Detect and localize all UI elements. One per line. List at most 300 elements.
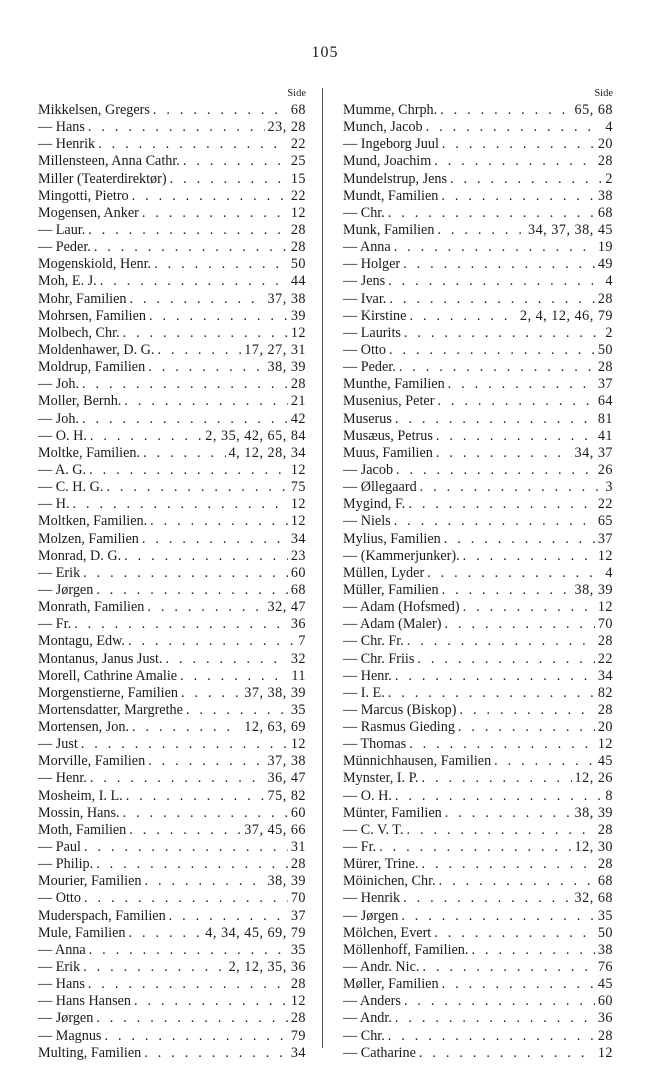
dot-leader <box>154 256 288 273</box>
dot-leader <box>388 685 595 702</box>
entry-pages: 28 <box>597 359 613 376</box>
entry-name: — Ivar. <box>343 290 387 307</box>
entry-name: Mölchen, Evert <box>343 924 432 941</box>
entry-pages: 28 <box>290 1010 306 1027</box>
entry-name: — Chr. <box>343 1027 385 1044</box>
entry-name: Mortensdatter, Margrethe <box>38 701 183 718</box>
dot-leader <box>401 908 595 925</box>
index-entry <box>38 582 306 599</box>
entry-name: — Peder. <box>343 359 396 376</box>
entry-name: Moh, E. J. <box>38 273 97 290</box>
index-entry <box>343 342 613 359</box>
dot-leader <box>74 616 288 633</box>
dot-leader <box>123 805 288 822</box>
index-entry <box>343 273 613 290</box>
dot-leader <box>395 411 595 428</box>
index-entry <box>38 153 306 170</box>
entry-pages: 28 <box>597 821 613 838</box>
index-entry <box>343 188 613 205</box>
index-entry <box>343 702 613 719</box>
entry-pages: 38, 39 <box>267 873 306 890</box>
entry-name: — (Kammerjunker). <box>343 547 460 564</box>
index-entry <box>343 1028 613 1045</box>
dot-leader <box>394 239 595 256</box>
index-entry <box>38 890 306 907</box>
dot-leader <box>166 651 288 668</box>
entry-pages: 28 <box>290 856 306 873</box>
dot-leader <box>144 873 264 890</box>
entry-pages: 2, 35, 42, 65, 84 <box>205 427 306 444</box>
index-entry <box>38 376 306 393</box>
dot-leader <box>82 411 288 428</box>
entry-pages: 37, 45, 66 <box>244 821 306 838</box>
dot-leader <box>106 479 287 496</box>
entry-pages: 3 <box>605 479 613 496</box>
entry-pages: 35 <box>290 941 306 958</box>
entry-pages: 12, 30 <box>574 839 613 856</box>
entry-pages: 26 <box>597 461 613 478</box>
entry-name: — Hans <box>38 976 85 993</box>
entry-pages: 12 <box>290 324 306 341</box>
entry-pages: 36 <box>290 616 306 633</box>
index-entry <box>38 651 306 668</box>
entry-name: — Thomas <box>343 736 407 753</box>
entry-pages: 23 <box>290 547 306 564</box>
index-entry <box>38 359 306 376</box>
entry-pages: 12 <box>597 1044 613 1061</box>
entry-pages: 12 <box>290 461 306 478</box>
entry-name: Mynster, I. P. <box>343 770 419 787</box>
entry-pages: 38, 39 <box>267 359 306 376</box>
entry-name: — Niels <box>343 513 391 530</box>
index-entry <box>343 942 613 959</box>
entry-name: Monrath, Familien <box>38 599 145 616</box>
index-entry <box>343 925 613 942</box>
entry-pages: 12 <box>290 513 306 530</box>
entry-name: — Jørgen <box>38 1010 94 1027</box>
entry-name: — Anna <box>38 941 86 958</box>
entry-name: Münter, Familien <box>343 804 442 821</box>
entry-name: Möinichen, Chr. <box>343 873 436 890</box>
dot-leader <box>130 291 265 308</box>
dot-leader <box>73 496 288 513</box>
entry-pages: 23, 28 <box>267 119 306 136</box>
entry-name: Miller (Teaterdirektør) <box>38 170 167 187</box>
dot-leader <box>81 736 288 753</box>
dot-leader <box>439 873 595 890</box>
index-entry <box>38 788 306 805</box>
entry-name: Møller, Familien <box>343 976 439 993</box>
dot-leader <box>124 393 287 410</box>
dot-leader <box>396 462 595 479</box>
entry-name: Musæus, Petrus <box>343 427 433 444</box>
entry-name: — Kirstine <box>343 307 407 324</box>
entry-name: Mingotti, Pietro <box>38 187 129 204</box>
index-entry <box>343 565 613 582</box>
index-entry <box>38 291 306 308</box>
entry-pages: 37, 38 <box>267 753 306 770</box>
dot-leader <box>406 822 594 839</box>
dot-leader <box>150 513 288 530</box>
index-entry <box>38 102 306 119</box>
index-entry <box>38 873 306 890</box>
dot-leader <box>147 599 264 616</box>
entry-name: — Jørgen <box>343 907 399 924</box>
entry-name: Muderspach, Familien <box>38 907 166 924</box>
index-entry <box>38 496 306 513</box>
index-entry <box>343 428 613 445</box>
entry-name: — Adam (Maler) <box>343 616 442 633</box>
entry-pages: 20 <box>597 136 613 153</box>
index-entry <box>343 959 613 976</box>
index-entry <box>343 993 613 1010</box>
index-entry <box>38 325 306 342</box>
entry-name: Munch, Jacob <box>343 119 423 136</box>
dot-leader <box>463 599 595 616</box>
dot-leader <box>422 856 595 873</box>
index-entry <box>343 770 613 787</box>
entry-pages: 41 <box>597 427 613 444</box>
entry-name: Multing, Familien <box>38 1044 142 1061</box>
dot-leader <box>84 890 288 907</box>
dot-leader <box>463 548 595 565</box>
entry-name: — Erik <box>38 959 81 976</box>
entry-name: — A. G. <box>38 461 87 478</box>
entry-pages: 2 <box>605 324 613 341</box>
entry-name: — Anna <box>343 239 391 256</box>
entry-name: Molzen, Familien <box>38 530 139 547</box>
entry-name: — Joh. <box>38 410 79 427</box>
dot-leader <box>124 548 288 565</box>
entry-pages: 37 <box>597 376 613 393</box>
entry-pages: 82 <box>597 684 613 701</box>
entry-pages: 50 <box>597 924 613 941</box>
entry-pages: 28 <box>597 290 613 307</box>
dot-leader <box>169 908 288 925</box>
index-entry <box>38 393 306 410</box>
index-column-right <box>343 86 613 1062</box>
entry-pages: 12, 26 <box>574 770 613 787</box>
entry-name: Mortensen, Jon. <box>38 719 130 736</box>
dot-leader <box>395 788 603 805</box>
index-entry <box>38 136 306 153</box>
entry-name: — Laur. <box>38 221 86 238</box>
entry-name: — H. <box>38 496 70 513</box>
index-entry <box>343 582 613 599</box>
page-number: 105 <box>311 44 339 61</box>
dot-leader <box>181 685 241 702</box>
dot-leader <box>442 136 595 153</box>
index-entry <box>343 445 613 462</box>
index-entry <box>38 119 306 136</box>
entry-pages: 39 <box>290 307 306 324</box>
entry-name: Moth, Familien <box>38 821 127 838</box>
dot-leader <box>448 376 595 393</box>
dot-leader <box>471 942 594 959</box>
entry-name: — Hans Hansen <box>38 993 131 1010</box>
dot-leader <box>409 308 516 325</box>
index-entry <box>343 136 613 153</box>
entry-pages: 76 <box>597 959 613 976</box>
entry-name: Moltken, Familien. <box>38 513 148 530</box>
dot-leader <box>186 702 288 719</box>
index-entry <box>343 873 613 890</box>
dot-leader <box>442 976 595 993</box>
index-entry <box>38 633 306 650</box>
dot-leader <box>123 325 288 342</box>
dot-leader <box>132 719 241 736</box>
index-entry <box>343 685 613 702</box>
entry-name: Mund, Joachim <box>343 153 432 170</box>
index-entry <box>343 513 613 530</box>
index-entry <box>343 890 613 907</box>
index-entry <box>343 548 613 565</box>
entry-name: Mule, Familien <box>38 924 126 941</box>
entry-pages: 65, 68 <box>574 102 613 118</box>
index-entry <box>343 376 613 393</box>
entry-name: — Rasmus Gieding <box>343 719 455 736</box>
index-entry <box>38 805 306 822</box>
dot-leader <box>144 1045 288 1062</box>
dot-leader <box>143 445 225 462</box>
entry-list <box>343 102 613 1062</box>
dot-leader <box>422 770 572 787</box>
entry-name: Müllen, Lyder <box>343 564 425 581</box>
entry-pages: 37 <box>597 530 613 547</box>
index-entry <box>38 273 306 290</box>
index-entry <box>343 205 613 222</box>
index-entry <box>38 668 306 685</box>
index-entry <box>343 753 613 770</box>
entry-name: Moltke, Familien. <box>38 444 141 461</box>
index-column-left <box>38 86 306 1062</box>
column-divider <box>322 88 323 1048</box>
entry-name: — Henr. <box>343 667 392 684</box>
index-entry <box>38 908 306 925</box>
entry-pages: 34 <box>290 1044 306 1061</box>
entry-name: — Hans <box>38 119 85 136</box>
dot-leader <box>148 753 264 770</box>
index-entry <box>38 942 306 959</box>
entry-name: — Magnus <box>38 1027 102 1044</box>
entry-pages: 12 <box>290 204 306 221</box>
entry-name: Musenius, Peter <box>343 393 435 410</box>
entry-name: Mohrsen, Familien <box>38 307 146 324</box>
entry-pages: 11 <box>291 667 306 684</box>
index-entry <box>343 462 613 479</box>
dot-leader <box>441 188 594 205</box>
entry-pages: 50 <box>597 341 613 358</box>
index-entry <box>38 1045 306 1062</box>
entry-name: Mogensen, Anker <box>38 204 139 221</box>
entry-name: Mourier, Familien <box>38 873 142 890</box>
entry-pages: 28 <box>597 1027 613 1044</box>
entry-name: — Chr. Fr. <box>343 633 404 650</box>
dot-leader <box>88 119 265 136</box>
entry-name: — Holger <box>343 256 401 273</box>
entry-name: Mundelstrup, Jens <box>343 170 448 187</box>
entry-name: — Anders <box>343 993 401 1010</box>
entry-name: Morville, Familien <box>38 753 146 770</box>
dot-leader <box>132 188 288 205</box>
dot-leader <box>403 256 595 273</box>
index-entry <box>343 479 613 496</box>
index-entry <box>343 1045 613 1062</box>
entry-name: — Jens <box>343 273 386 290</box>
index-entry <box>38 959 306 976</box>
index-entry <box>343 668 613 685</box>
index-entry <box>343 633 613 650</box>
entry-name: — I. E. <box>343 684 385 701</box>
dot-leader <box>157 342 241 359</box>
entry-name: Moller, Bernh. <box>38 393 122 410</box>
dot-leader <box>436 445 572 462</box>
dot-leader <box>460 702 595 719</box>
dot-leader <box>407 633 595 650</box>
entry-pages: 35 <box>597 907 613 924</box>
dot-leader <box>434 153 595 170</box>
entry-name: Mogenskiold, Henr. <box>38 256 152 273</box>
entry-pages: 12 <box>290 736 306 753</box>
index-entry <box>38 222 306 239</box>
dot-leader <box>419 1045 595 1062</box>
dot-leader <box>82 376 288 393</box>
dot-leader <box>458 719 595 736</box>
dot-leader <box>88 222 288 239</box>
dot-leader <box>126 788 265 805</box>
entry-name: — Ingeborg Juul <box>343 136 439 153</box>
dot-leader <box>494 753 595 770</box>
dot-leader <box>427 565 602 582</box>
entry-pages: 49 <box>597 256 613 273</box>
entry-name: — Joh. <box>38 376 79 393</box>
dot-leader <box>98 136 288 153</box>
entry-name: — Catharine <box>343 1044 416 1061</box>
index-entry <box>343 393 613 410</box>
entry-pages: 64 <box>597 393 613 410</box>
entry-name: — O. H. <box>38 427 87 444</box>
dot-leader <box>389 342 595 359</box>
entry-pages: 37, 38, 39 <box>244 684 306 701</box>
entry-pages: 32, 68 <box>574 890 613 907</box>
index-entry <box>38 411 306 428</box>
entry-pages: 4 <box>605 564 613 581</box>
entry-name: Montanus, Janus Just. <box>38 650 163 667</box>
entry-pages: 8 <box>605 787 613 804</box>
dot-leader <box>394 513 595 530</box>
entry-pages: 68 <box>290 581 306 598</box>
entry-pages: 20 <box>597 719 613 736</box>
entry-name: — Laurits <box>343 324 401 341</box>
index-entry <box>38 205 306 222</box>
entry-name: Münnichhausen, Familien <box>343 753 492 770</box>
dot-leader <box>444 531 595 548</box>
entry-name: Molbech, Chr. <box>38 324 120 341</box>
entry-name: — Adam (Hofsmed) <box>343 599 460 616</box>
index-entry <box>38 445 306 462</box>
dot-leader <box>409 736 595 753</box>
index-entry <box>343 256 613 273</box>
entry-name: Moldrup, Familien <box>38 359 146 376</box>
entry-pages: 4 <box>605 273 613 290</box>
entry-pages: 28 <box>290 239 306 256</box>
dot-leader <box>153 102 288 119</box>
entry-pages: 12 <box>597 736 613 753</box>
dot-leader <box>96 582 288 599</box>
entry-name: — Jørgen <box>38 581 94 598</box>
entry-name: Morgenstierne, Familien <box>38 684 179 701</box>
index-entry <box>38 531 306 548</box>
index-entry <box>343 291 613 308</box>
entry-pages: 38, 39 <box>574 581 613 598</box>
entry-pages: 22 <box>597 650 613 667</box>
index-entry <box>38 513 306 530</box>
index-entry <box>38 976 306 993</box>
entry-pages: 15 <box>290 170 306 187</box>
dot-leader <box>440 102 571 119</box>
index-entry <box>38 753 306 770</box>
entry-name: Morell, Cathrine Amalie <box>38 667 178 684</box>
entry-pages: 79 <box>290 1027 306 1044</box>
dot-leader <box>395 668 595 685</box>
index-entry <box>38 462 306 479</box>
index-entry <box>343 908 613 925</box>
entry-pages: 38 <box>597 941 613 958</box>
entry-name: — Erik <box>38 564 81 581</box>
index-entry <box>38 925 306 942</box>
entry-pages: 37 <box>290 907 306 924</box>
entry-pages: 68 <box>597 873 613 890</box>
index-entry <box>38 428 306 445</box>
dot-leader <box>128 925 202 942</box>
entry-name: — Fr. <box>343 839 377 856</box>
index-entry <box>343 856 613 873</box>
dot-leader <box>90 428 202 445</box>
index-entry <box>38 1010 306 1027</box>
side-label: Side <box>594 88 613 99</box>
entry-pages: 38, 39 <box>574 804 613 821</box>
index-entry <box>343 531 613 548</box>
index-entry <box>343 822 613 839</box>
index-entry <box>343 719 613 736</box>
dot-leader <box>450 171 602 188</box>
dot-leader <box>379 839 571 856</box>
entry-name: — Just <box>38 736 78 753</box>
dot-leader <box>437 222 525 239</box>
dot-leader <box>404 993 595 1010</box>
entry-name: Müller, Familien <box>343 581 439 598</box>
entry-pages: 17, 27, 31 <box>244 341 306 358</box>
entry-pages: 38 <box>597 187 613 204</box>
dot-leader <box>170 171 288 188</box>
entry-list <box>38 102 306 1062</box>
index-entry <box>343 325 613 342</box>
entry-pages: 36 <box>597 1010 613 1027</box>
dot-leader <box>388 273 602 290</box>
dot-leader <box>436 428 595 445</box>
dot-leader <box>183 153 288 170</box>
index-entry <box>343 976 613 993</box>
entry-pages: 60 <box>290 804 306 821</box>
dot-leader <box>134 993 288 1010</box>
dot-leader <box>408 496 594 513</box>
dot-leader <box>426 119 603 136</box>
entry-pages: 34 <box>290 530 306 547</box>
index-entry <box>38 342 306 359</box>
entry-name: — Chr. <box>343 204 385 221</box>
entry-name: — Henrik <box>38 136 96 153</box>
entry-name: — Jacob <box>343 461 394 478</box>
